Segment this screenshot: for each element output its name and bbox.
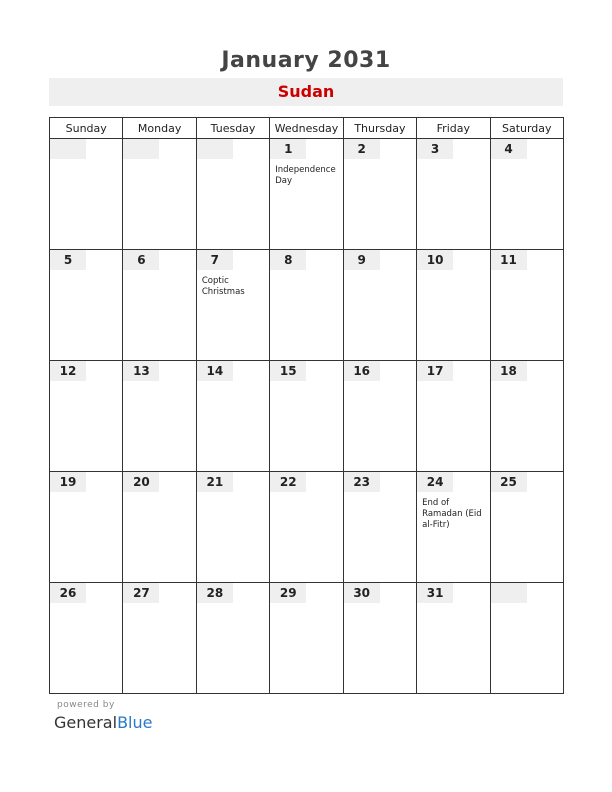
holiday-label: Coptic Christmas [201, 276, 245, 297]
day-cell[interactable] [270, 361, 343, 472]
day-number: 23 [344, 472, 380, 492]
weekday-header-row [50, 118, 564, 139]
day-number: 4 [491, 139, 527, 159]
day-cell[interactable] [490, 472, 563, 583]
week-row [50, 583, 564, 694]
day-cell[interactable] [490, 250, 563, 361]
day-number: 30 [344, 583, 380, 603]
day-number: 26 [50, 583, 86, 603]
day-number: 5 [50, 250, 86, 270]
day-number: 24 [417, 472, 453, 492]
brand-blue: Blue [117, 713, 153, 732]
day-number: 27 [123, 583, 159, 603]
day-cell[interactable] [123, 472, 196, 583]
day-number: 12 [50, 361, 86, 381]
day-cell[interactable] [196, 472, 269, 583]
day-number: 28 [197, 583, 233, 603]
day-cell[interactable] [196, 139, 269, 250]
country-bar [49, 78, 563, 106]
weekday-header: Monday [123, 118, 196, 139]
powered-by-text: powered by [57, 700, 115, 710]
day-cell[interactable] [343, 361, 416, 472]
day-cell[interactable] [343, 472, 416, 583]
day-number: 31 [417, 583, 453, 603]
day-number: 29 [270, 583, 306, 603]
day-cell[interactable] [196, 361, 269, 472]
weekday-header: Tuesday [196, 118, 269, 139]
weekday-header: Thursday [343, 118, 416, 139]
weekday-header: Saturday [490, 118, 563, 139]
weekday-header: Sunday [50, 118, 123, 139]
day-number: 16 [344, 361, 380, 381]
day-number: 19 [50, 472, 86, 492]
day-number: 1 [270, 139, 306, 159]
day-cell[interactable] [123, 250, 196, 361]
brand-general: General [54, 713, 118, 732]
week-row [50, 139, 564, 250]
day-number: 22 [270, 472, 306, 492]
day-cell[interactable] [417, 250, 490, 361]
day-number: 14 [197, 361, 233, 381]
day-cell[interactable] [123, 583, 196, 694]
day-cell[interactable] [270, 472, 343, 583]
weekday-header: Wednesday [270, 118, 343, 139]
page-title: January 2031 [221, 48, 391, 73]
day-cell[interactable] [50, 250, 123, 361]
day-number: 10 [417, 250, 453, 270]
holiday-label: End of Ramadan (Eid al-Fitr) [422, 498, 482, 530]
day-number: 3 [417, 139, 453, 159]
day-cell[interactable] [50, 472, 123, 583]
day-cell[interactable] [417, 361, 490, 472]
day-cell[interactable] [196, 250, 269, 361]
week-row [50, 250, 564, 361]
day-cell[interactable] [123, 139, 196, 250]
day-cell[interactable] [196, 583, 269, 694]
day-number: 18 [491, 361, 527, 381]
day-number: 17 [417, 361, 453, 381]
day-cell[interactable] [343, 139, 416, 250]
day-number: 20 [123, 472, 159, 492]
day-cell[interactable] [343, 583, 416, 694]
day-number: 11 [491, 250, 527, 270]
day-cell[interactable] [50, 361, 123, 472]
day-number: 15 [270, 361, 306, 381]
brand-logo[interactable] [54, 713, 152, 732]
weekday-header: Friday [417, 118, 490, 139]
day-cell[interactable] [490, 361, 563, 472]
holiday-label: Independence Day [275, 165, 336, 186]
day-number [50, 139, 86, 159]
day-cell[interactable] [123, 361, 196, 472]
day-cell[interactable] [417, 583, 490, 694]
day-cell[interactable] [270, 139, 343, 250]
day-cell[interactable] [417, 139, 490, 250]
day-number: 8 [270, 250, 306, 270]
day-cell[interactable] [343, 250, 416, 361]
day-cell[interactable] [490, 583, 563, 694]
day-number [491, 583, 527, 603]
week-row [50, 472, 564, 583]
week-row [50, 361, 564, 472]
day-number: 6 [123, 250, 159, 270]
day-cell[interactable] [50, 139, 123, 250]
day-number: 2 [344, 139, 380, 159]
day-number [197, 139, 233, 159]
day-number: 9 [344, 250, 380, 270]
day-cell[interactable] [417, 472, 490, 583]
day-number: 25 [491, 472, 527, 492]
day-number: 13 [123, 361, 159, 381]
country-name: Sudan [277, 82, 335, 101]
day-cell[interactable] [270, 250, 343, 361]
day-cell[interactable] [490, 139, 563, 250]
day-number: 7 [197, 250, 233, 270]
day-cell[interactable] [50, 583, 123, 694]
calendar-grid [49, 117, 564, 694]
day-number: 21 [197, 472, 233, 492]
day-cell[interactable] [270, 583, 343, 694]
day-number [123, 139, 159, 159]
